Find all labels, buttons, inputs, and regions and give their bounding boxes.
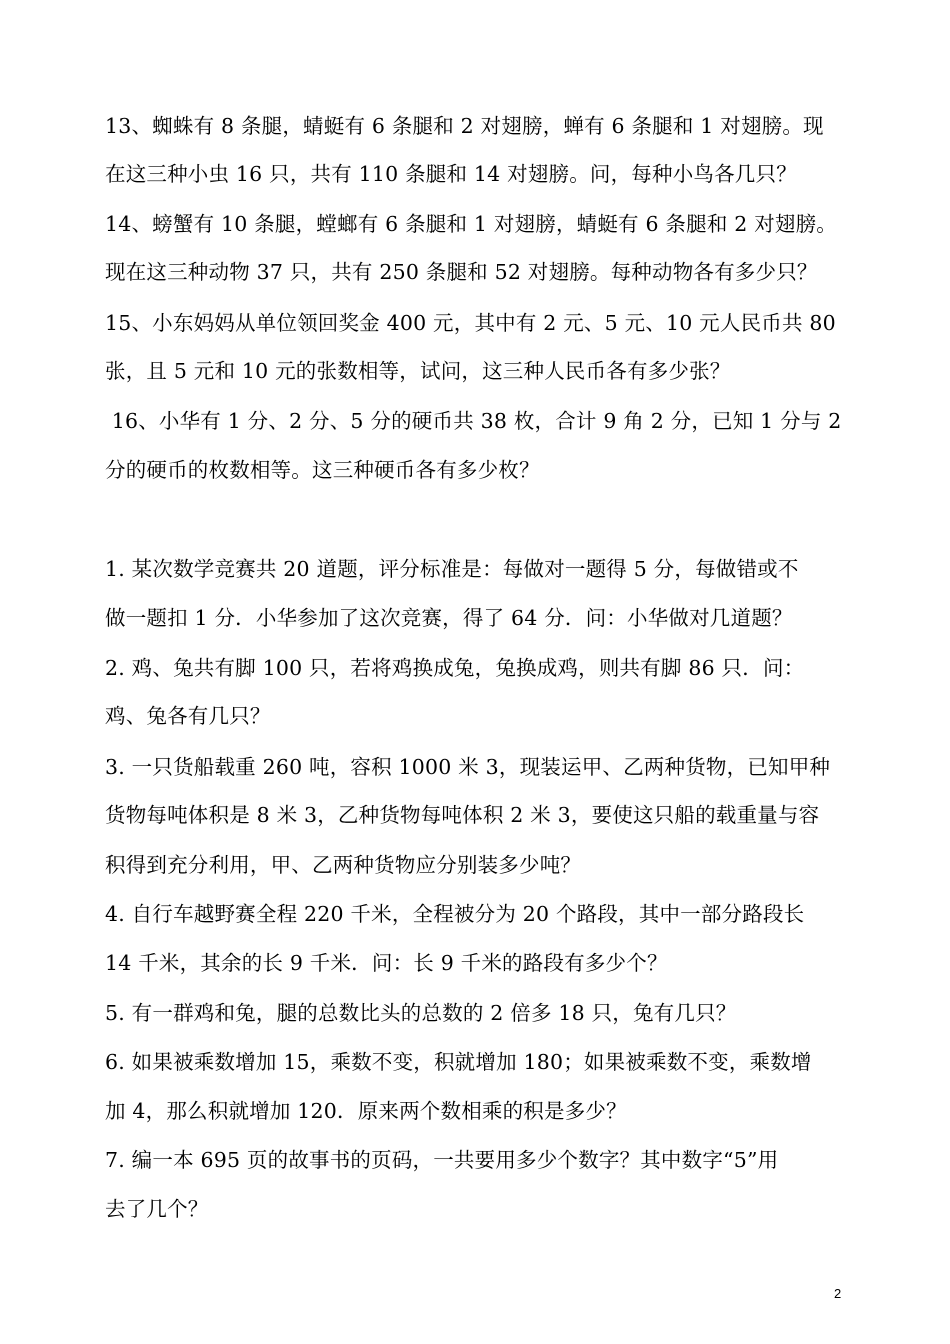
p4-line-2: 14 千米，其余的长 9 千米．问：长 9 千米的路段有多少个？ <box>105 951 668 975</box>
p1-line-2: 做一题扣 1 分．小华参加了这次竞赛，得了 64 分．问：小华做对几道题？ <box>105 606 793 630</box>
p7-line-1: 7. 编一本 695 页的故事书的页码，一共要用多少个数字？其中数字“5”用 <box>105 1148 779 1172</box>
q16-line-2: 分的硬币的枚数相等。这三种硬币各有多少枚？ <box>105 458 540 482</box>
p1-line-1: 1. 某次数学竞赛共 20 道题，评分标准是：每做对一题得 5 分，每做错或不 <box>105 557 799 581</box>
q14-line-1: 14、螃蟹有 10 条腿，螳螂有 6 条腿和 1 对翅膀，蜻蜓有 6 条腿和 2 对翅膀。 <box>105 212 838 236</box>
p3-line-1: 3. 一只货船载重 260 吨，容积 1000 米 3，现装运甲、乙两种货物，已知甲种 <box>105 755 831 779</box>
q13-line-2: 在这三种小虫 16 只，共有 110 条腿和 14 对翅膀。问，每种小鸟各几只？ <box>105 162 797 186</box>
q14-line-2: 现在这三种动物 37 只，共有 250 条腿和 52 对翅膀。每种动物各有多少只？ <box>105 260 818 284</box>
p2-line-2: 鸡、兔各有几只？ <box>105 704 271 728</box>
p4-line-1: 4. 自行车越野赛全程 220 千米，全程被分为 20 个路段，其中一部分路段长 <box>105 902 805 926</box>
p6-line-2: 加 4，那么积就增加 120．原来两个数相乘的积是多少？ <box>105 1099 627 1123</box>
q15-line-1: 15、小东妈妈从单位领回奖金 400 元，其中有 2 元、5 元、10 元人民币共 80 <box>105 311 836 335</box>
q15-line-2: 张，且 5 元和 10 元的张数相等，试问，这三种人民币各有多少张？ <box>105 359 731 383</box>
p5-line-1: 5. 有一群鸡和兔，腿的总数比头的总数的 2 倍多 18 只，兔有几只？ <box>105 1001 737 1025</box>
p2-line-1: 2. 鸡、兔共有脚 100 只，若将鸡换成兔，兔换成鸡，则共有脚 86 只．问： <box>105 656 805 680</box>
page-number: 2 <box>834 1286 842 1301</box>
q13-line-1: 13、蜘蛛有 8 条腿，蜻蜓有 6 条腿和 2 对翅膀，蝉有 6 条腿和 1 对翅膀。现 <box>105 114 824 138</box>
p6-line-1: 6. 如果被乘数增加 15，乘数不变，积就增加 180；如果被乘数不变，乘数增 <box>105 1050 812 1074</box>
q16-line-1: 16、小华有 1 分、2 分、5 分的硬币共 38 枚，合计 9 角 2 分，已知 1 分与 2 <box>105 409 842 433</box>
p7-line-2: 去了几个？ <box>105 1197 209 1221</box>
p3-line-3: 积得到充分利用，甲、乙两种货物应分别装多少吨？ <box>105 853 582 877</box>
p3-line-2: 货物每吨体积是 8 米 3，乙种货物每吨体积 2 米 3，要使这只船的载重量与容 <box>105 803 820 827</box>
